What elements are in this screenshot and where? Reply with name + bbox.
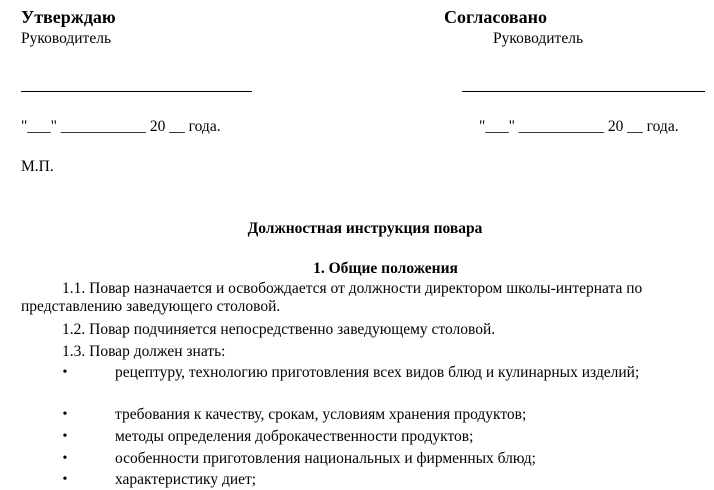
approval-heading-right: Согласовано — [444, 7, 547, 27]
bullet-marker: • — [62, 472, 68, 487]
document-title: Должностная инструкция повара — [247, 220, 483, 237]
stamp-label: М.П. — [21, 158, 54, 175]
signature-line-right — [462, 91, 705, 92]
paragraph-1-1: 1.1. Повар назначается и освобождается от должности директором школы-интерната по представлению заведующего столовой. — [21, 280, 643, 315]
paragraph-1-2: 1.2. Повар подчиняется непосредственно заведующему столовой. — [62, 321, 496, 338]
bullet-item-5: характеристику диет; — [115, 471, 257, 488]
bullet-marker: • — [62, 429, 68, 444]
approval-role-left: Руководитель — [21, 30, 112, 47]
bullet-item-3: методы определения доброкачественности продуктов; — [115, 428, 474, 445]
bullet-marker: • — [62, 365, 68, 380]
paragraph-1-3: 1.3. Повар должен знать: — [62, 343, 226, 360]
approval-date-left: "___" ___________ 20 __ года. — [21, 118, 221, 135]
bullet-marker: • — [62, 451, 68, 466]
bullet-item-1: рецептуру, технологию приготовления всех видов блюд и кулинарных изделий; — [115, 364, 640, 381]
bullet-marker: • — [62, 407, 68, 422]
section-title: 1. Общие положения — [313, 260, 458, 277]
approval-role-right: Руководитель — [493, 30, 584, 47]
signature-line-left — [21, 91, 252, 92]
bullet-item-2: требования к качеству, срокам, условиям хранения продуктов; — [115, 406, 527, 423]
approval-heading-left: Утверждаю — [21, 7, 116, 27]
approval-date-right: "___" ___________ 20 __ года. — [479, 118, 679, 135]
bullet-item-4: особенности приготовления национальных и фирменных блюд; — [115, 450, 536, 467]
